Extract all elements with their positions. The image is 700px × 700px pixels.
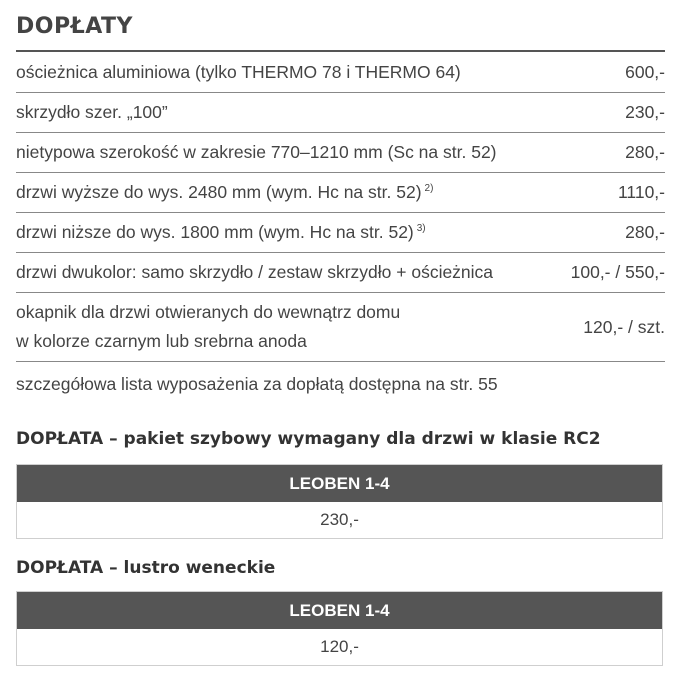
surcharge-label: nietypowa szerokość w zakresie 770–1210 mm (Sc na str. 52) [16, 142, 497, 162]
table-header: LEOBEN 1-4 [17, 592, 662, 629]
surcharge-row [16, 93, 665, 133]
surcharge-list [16, 53, 665, 406]
page-title: DOPŁATY [16, 14, 133, 39]
glass-package-title: DOPŁATA – pakiet szybowy wymagany dla drzwi w klasie RC2 [16, 429, 601, 449]
title-divider [16, 50, 665, 52]
surcharge-row [16, 133, 665, 173]
surcharge-price: 600,- [625, 62, 665, 82]
surcharge-row [16, 53, 665, 93]
surcharge-row [16, 253, 665, 293]
surcharge-price: 230,- [625, 102, 665, 122]
surcharge-price: 100,- / 550,- [570, 262, 665, 282]
surcharge-price: 280,- [625, 142, 665, 162]
table-cell: 230,- [17, 502, 662, 538]
surcharge-label: drzwi wyższe do wys. 2480 mm (wym. Hc na str. 52) $^{2)}$ [16, 182, 434, 202]
table-header: LEOBEN 1-4 [17, 465, 662, 502]
surcharge-row [16, 213, 665, 253]
surcharge-price: 120,- / szt. [583, 316, 665, 337]
footnote-marker: 2) [424, 183, 434, 195]
note-text: szczegółowa lista wyposażenia za dopłatą dostępna na str. 55 [16, 373, 498, 394]
surcharge-price: 1110,- [617, 182, 665, 202]
surcharge-row [16, 173, 665, 213]
surcharge-label: drzwi dwukolor: samo skrzydło / zestaw skrzydło + ościeżnica [16, 262, 494, 282]
surcharge-label: drzwi niższe do wys. 1800 mm (wym. Hc na str. 52) $^{3)}$ [16, 222, 426, 242]
surcharge-price: 280,- [625, 222, 665, 242]
surcharge-label: okapnik dla drzwi otwieranych do wewnątrz domu w kolorze czarnym lub srebrna anoda [16, 302, 401, 351]
mirror-glass-title: DOPŁATA – lustro weneckie [16, 558, 276, 578]
footnote-marker: 3) [416, 223, 426, 235]
table-cell: 120,- [17, 629, 662, 665]
surcharge-label: skrzydło szer. „100” [16, 102, 168, 122]
mirror-glass-table [16, 591, 663, 666]
glass-package-table [16, 464, 663, 539]
surcharge-row-drip-cap [16, 293, 665, 362]
equipment-note [16, 362, 665, 406]
surcharge-label: ościeżnica aluminiowa (tylko THERMO 78 i THERMO 64) [16, 62, 461, 82]
